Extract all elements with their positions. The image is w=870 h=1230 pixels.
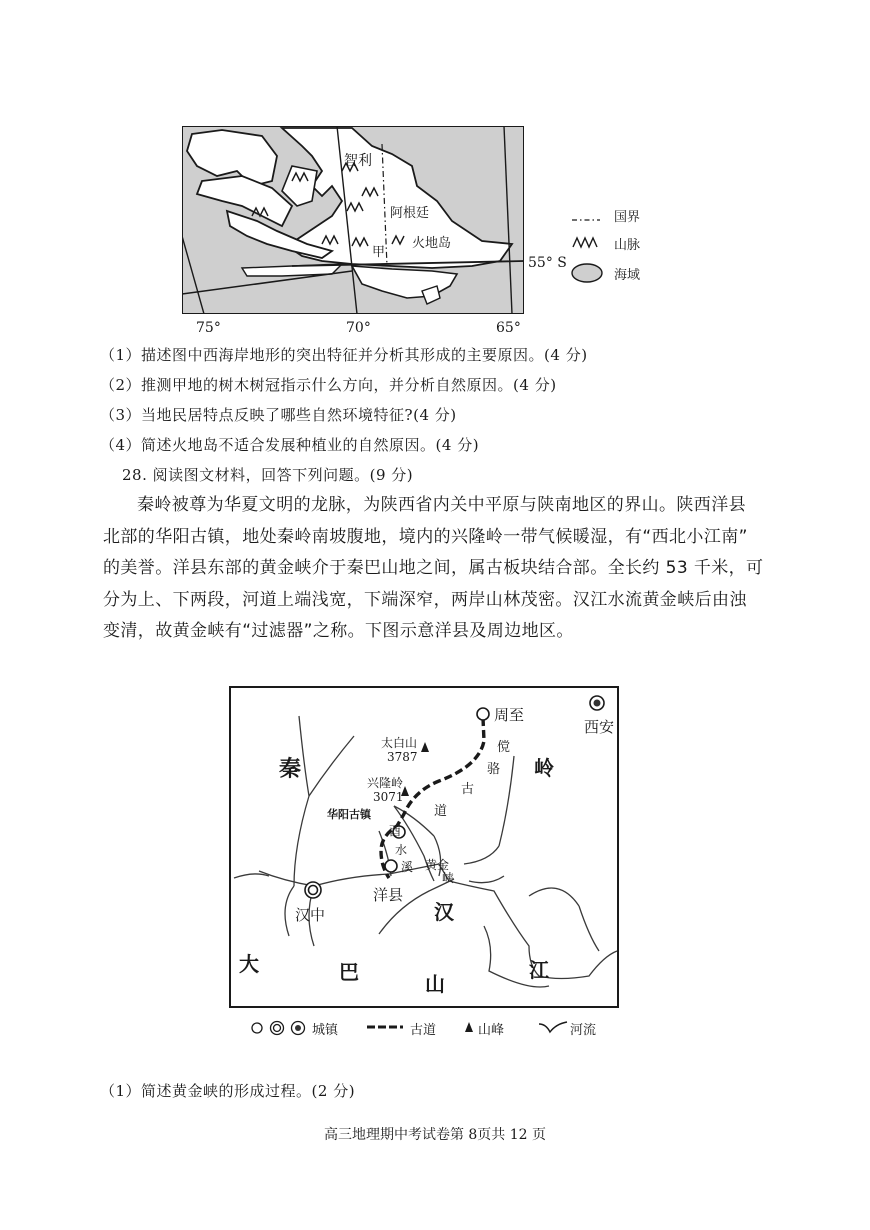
material-line: 分为上、下两段，河道上端浅宽，下端深窄，两岸山林茂密。汉江水流黄金峡后由浊 xyxy=(103,589,747,610)
ancient-road-icon xyxy=(365,1022,405,1032)
page-footer: 高三地理期中考试卷第 8页共 12 页 xyxy=(323,1127,547,1143)
label-jiang: 江 xyxy=(529,958,549,982)
label-xinglongling: 兴隆岭 xyxy=(367,776,404,790)
label-chile: 智利 xyxy=(344,153,372,169)
label-da: 大 xyxy=(239,952,259,976)
legend-sea xyxy=(570,262,641,288)
label-huangjin: 黄金 xyxy=(425,858,450,872)
label-shan: 山 xyxy=(425,972,445,996)
label-xi: 溪 xyxy=(401,860,414,874)
question-27-1: （1）描述图中西海岸地形的突出特征并分析其形成的主要原因。(4 分) xyxy=(100,346,588,364)
map2-svg xyxy=(229,686,619,1008)
town-zhouzhi xyxy=(477,708,489,720)
label-you: 酉 xyxy=(389,824,402,838)
label-xia: 峡 xyxy=(442,871,455,885)
legend-label-mountain: 山脉 xyxy=(614,238,641,253)
river-icon xyxy=(538,1020,568,1036)
legend-border xyxy=(570,210,641,229)
question-28-material xyxy=(103,490,783,648)
label-taibaishan: 太白山 xyxy=(381,736,418,750)
question-27-2: （2）推测甲地的树木树冠指示什么方向，并分析自然原因。(4 分) xyxy=(100,376,557,394)
map2-legend xyxy=(250,1018,610,1038)
label-jia: 甲 xyxy=(372,245,386,260)
question-27-4: （4）简述火地岛不适合发展种植业的自然原因。(4 分) xyxy=(100,436,480,454)
label-tang: 傥 xyxy=(497,740,511,755)
tierra-del-fuego-map xyxy=(182,126,524,314)
label-huayang: 华阳古镇 xyxy=(327,808,371,821)
question-27-3: （3）当地民居特点反映了哪些自然环境特征?(4 分) xyxy=(100,406,457,424)
lon-tick-70: 70° xyxy=(346,320,371,336)
legend-label-town: 城镇 xyxy=(312,1023,339,1038)
legend-mountain xyxy=(570,234,641,254)
label-luo: 骆 xyxy=(487,762,501,777)
material-line: 秦岭被尊为华夏文明的龙脉，为陕西省内关中平原与陕南地区的界山。陕西洋县 xyxy=(137,495,746,515)
material-line: 北部的华阳古镇，地处秦岭南坡腹地，境内的兴隆岭一带气候暖湿，有“西北小江南” xyxy=(103,526,748,547)
legend-label-border: 国界 xyxy=(614,210,641,225)
label-shui: 水 xyxy=(395,843,408,857)
label-tierra-del-fuego: 火地岛 xyxy=(412,236,452,251)
sea-area-icon xyxy=(570,262,604,284)
question-28-1: （1）简述黄金峡的形成过程。(2 分) xyxy=(100,1082,356,1100)
label-zhouzhi: 周至 xyxy=(494,706,525,724)
label-taibaishan-elev: 3787 xyxy=(387,750,418,764)
legend-label-sea: 海域 xyxy=(614,268,641,283)
label-yangxian: 洋县 xyxy=(373,886,404,904)
city-hanzhong xyxy=(305,882,321,898)
latitude-label: 55° S xyxy=(528,255,567,271)
label-ling: 岭 xyxy=(534,756,554,780)
label-gu: 古 xyxy=(461,782,475,797)
yangxian-map xyxy=(229,686,619,1008)
map1-legend xyxy=(570,210,660,295)
town-youshuixi xyxy=(385,860,397,872)
lon-tick-75: 75° xyxy=(196,320,221,336)
label-ba: 巴 xyxy=(339,960,359,984)
label-dao: 道 xyxy=(434,804,448,819)
dash-dot-line-icon xyxy=(570,215,602,225)
material-line: 的美誉。洋县东部的黄金峡介于秦巴山地之间，属古板块结合部。全长约 53 千米，可 xyxy=(103,558,764,578)
peak-icon xyxy=(464,1021,474,1033)
label-hanzhong: 汉中 xyxy=(295,906,326,924)
label-xinglongling-elev: 3071 xyxy=(373,790,404,804)
label-argentina: 阿根廷 xyxy=(390,206,430,221)
city-xian xyxy=(590,696,604,710)
label-xian: 西安 xyxy=(584,718,615,736)
label-qin: 秦 xyxy=(279,756,302,782)
legend-label-road: 古道 xyxy=(410,1023,437,1038)
question-28-heading: 28. 阅读图文材料，回答下列问题。(9 分) xyxy=(122,466,414,484)
town-icons xyxy=(250,1020,308,1036)
mountain-icon xyxy=(570,234,602,250)
legend-label-river: 河流 xyxy=(570,1023,597,1038)
legend-label-peak: 山峰 xyxy=(478,1023,505,1038)
material-line: 变清，故黄金峡有“过滤器”之称。下图示意洋县及周边地区。 xyxy=(103,621,574,641)
lon-tick-65: 65° xyxy=(496,320,521,336)
label-han: 汉 xyxy=(434,900,454,924)
